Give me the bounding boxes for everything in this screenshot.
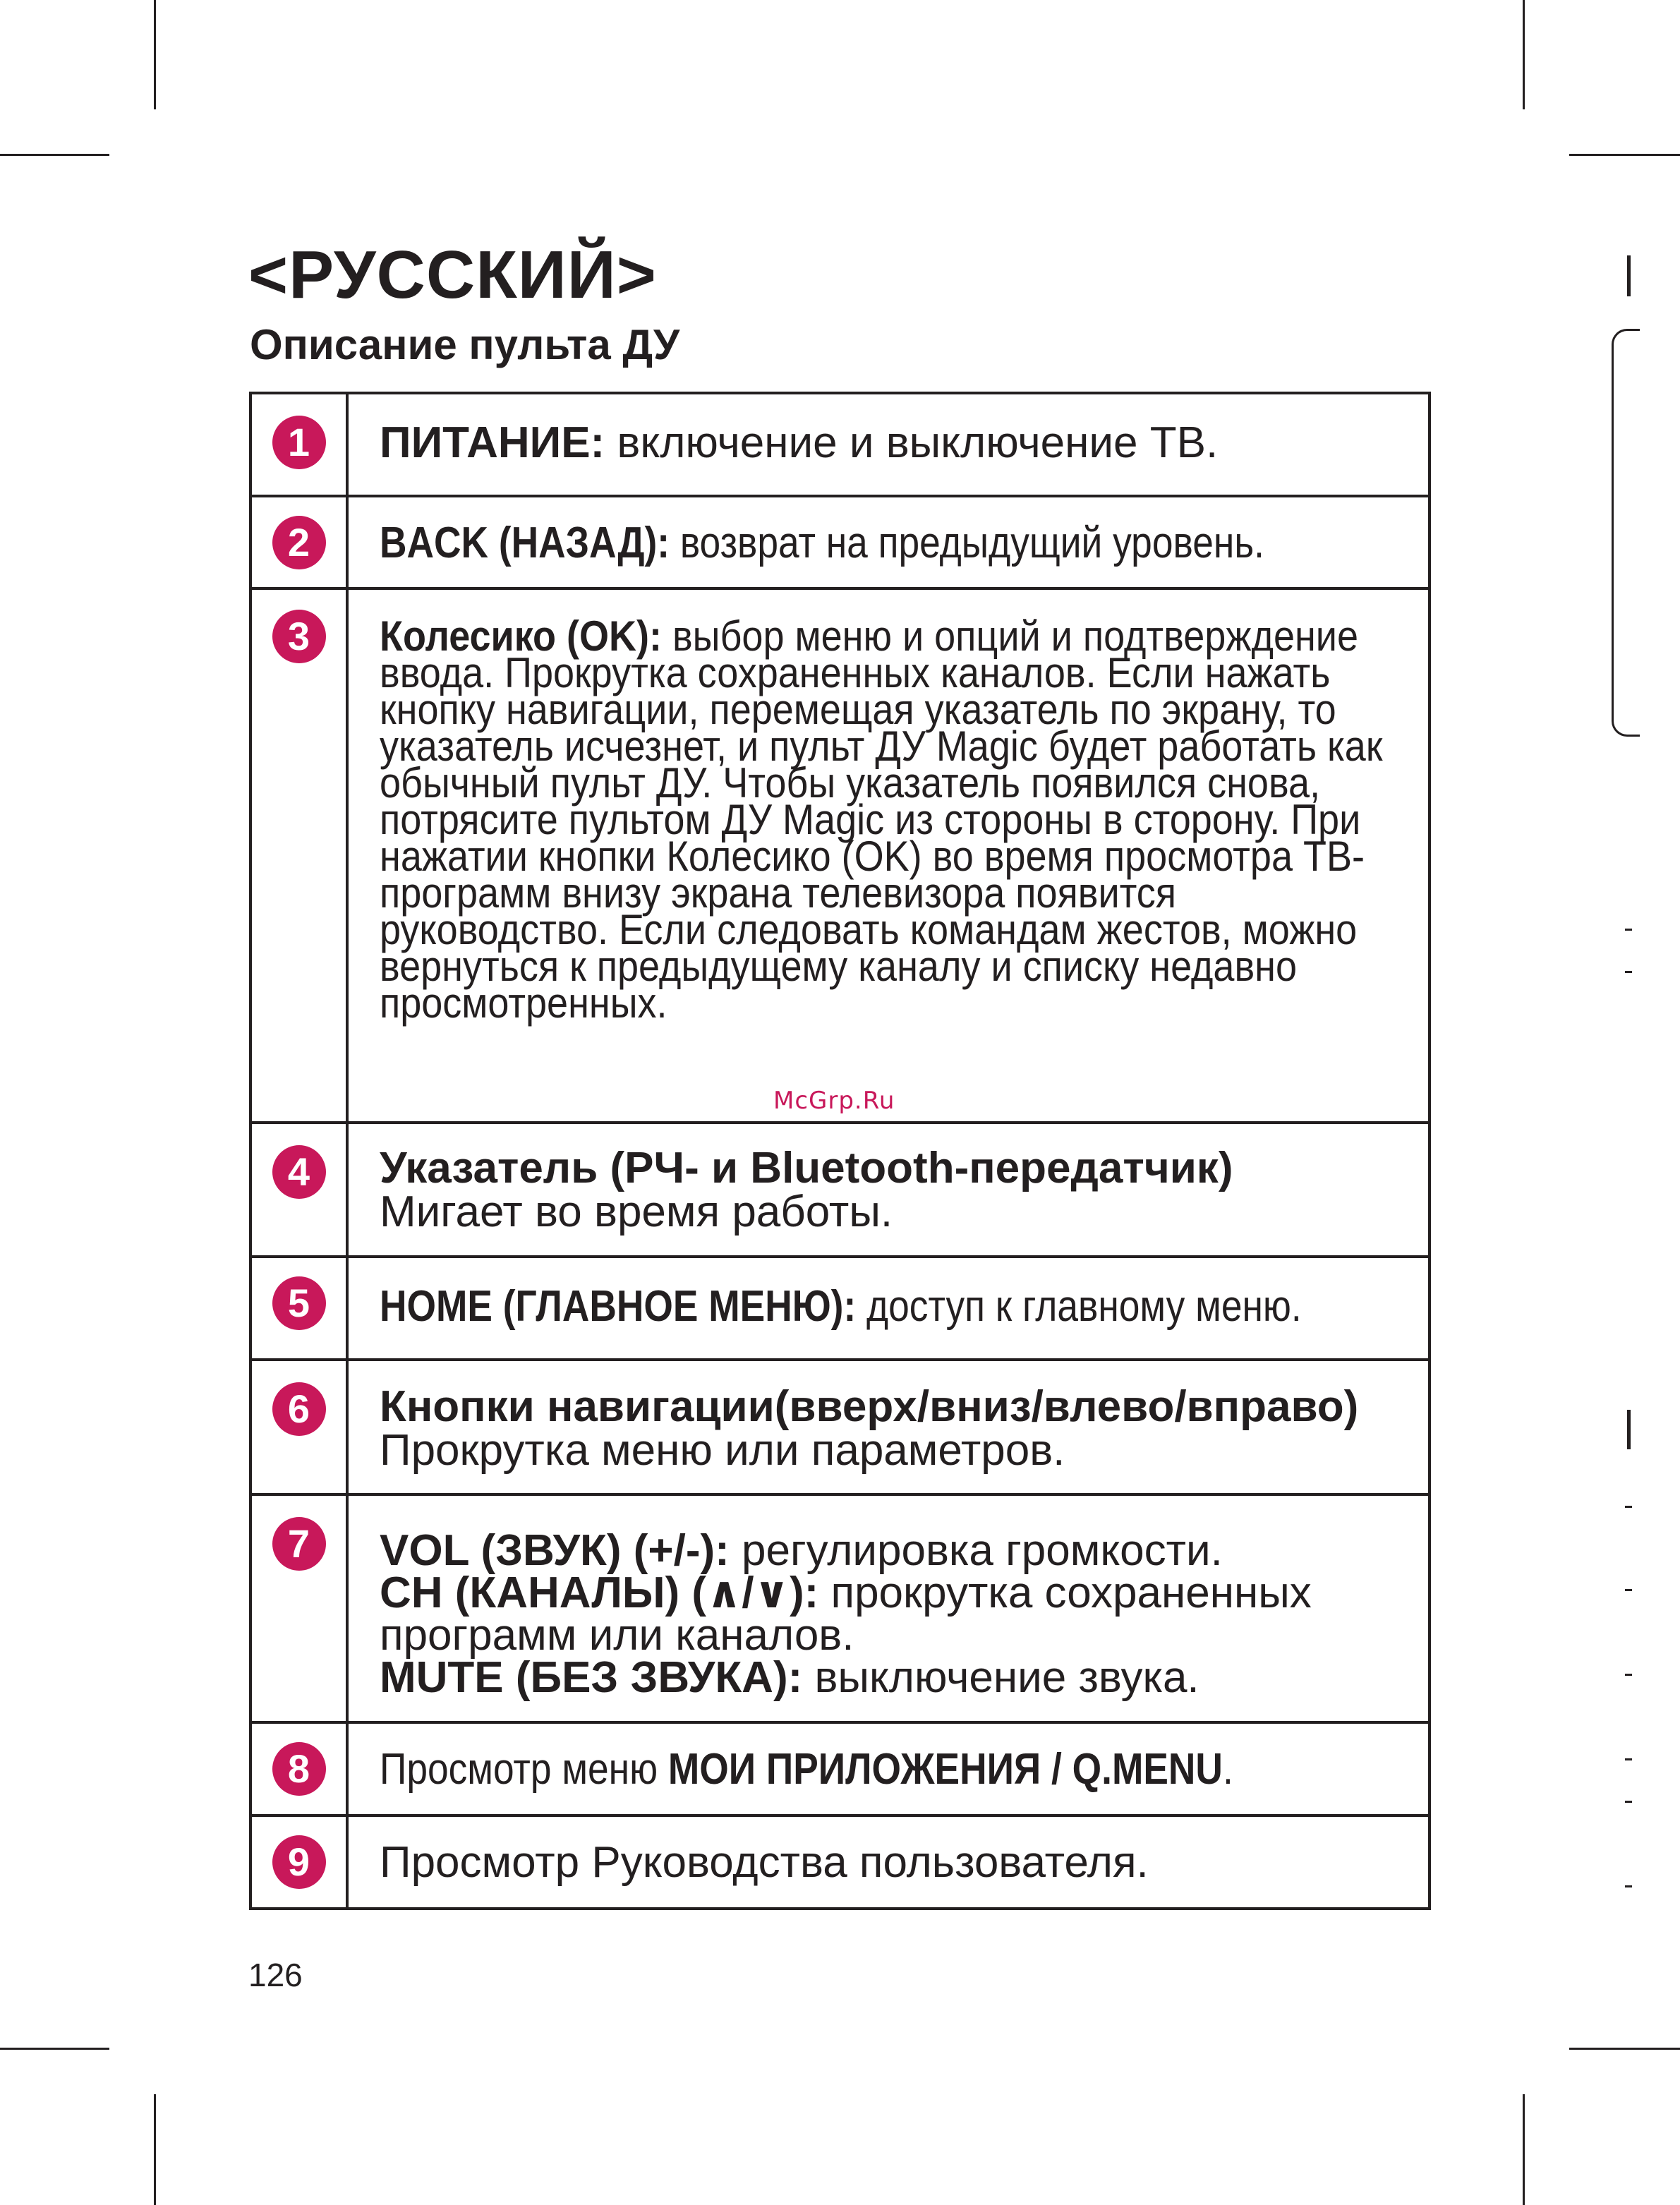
table-row [250,1360,1430,1494]
table-row [250,1816,1430,1909]
row-label: ПИТАНИЕ: [380,418,605,467]
crop-mark [1523,2094,1525,2205]
edge-dash [1625,971,1632,973]
crop-mark [1569,154,1680,156]
row-text: Просмотр Руководства пользователя. [380,1838,1149,1887]
table-row [250,1722,1430,1816]
mute-label: MUTE (БЕЗ ЗВУКА): [380,1653,803,1702]
row-text: возврат на предыдущий уровень. [669,519,1264,567]
table-row [250,393,1430,496]
row-text: доступ к главному меню. [856,1282,1302,1331]
crop-mark [154,0,156,109]
edge-dash [1625,1589,1632,1591]
row-text-end: . [1222,1745,1233,1794]
page-number: 126 [248,1957,303,1993]
row-label: МОИ ПРИЛОЖЕНИЯ / Q.MENU [667,1745,1223,1794]
table-row [250,1494,1430,1722]
row-label: Колесико (OK): [380,612,662,660]
number-badge: 3 [272,610,326,663]
edge-dash [1625,929,1632,931]
crop-mark [0,2048,109,2050]
number-badge: 2 [272,516,326,569]
remote-description-table [249,392,1431,1910]
number-badge: 1 [272,416,326,469]
row-text: включение и выключение ТВ. [605,418,1219,467]
vol-label: VOL (ЗВУК) (+/-): [380,1526,730,1575]
table-row [250,496,1430,588]
table-row [250,588,1430,1123]
table-row [250,1257,1430,1360]
vol-text: регулировка громкости. [729,1526,1223,1575]
edge-bracket [1612,329,1640,737]
row-text: Просмотр меню [380,1745,668,1794]
section-subtitle: Описание пульта ДУ [250,321,680,368]
edge-bar [1627,1410,1631,1449]
number-badge: 7 [272,1517,326,1571]
crop-mark [1523,0,1525,109]
row-label: BACK (НАЗАД): [380,519,670,567]
number-badge: 6 [272,1382,326,1436]
edge-dash [1625,1885,1632,1887]
number-badge: 8 [272,1742,326,1796]
ch-label: CH (КАНАЛЫ) (∧/∨): [380,1569,819,1617]
table-row [250,1123,1430,1257]
ch-text: прокрутка сохраненных программ или каналов. [380,1569,1312,1660]
edge-bar [1627,255,1631,296]
edge-dash [1625,1674,1632,1676]
row-text: выбор меню и опций и подтверждение ввода. Прокрутка сохраненных каналов. Если нажать кнопку навигации, перемещая указатель по экрану, то указатель исчезнет, и пульт ДУ Magic будет работать как обычный пульт ДУ. Чтобы указатель появился снова, потрясите пультом ДУ Magic из стороны в сторону. При нажатии кнопки Колесико (OK) во время просмотра ТВ-программ внизу экрана телевизора появится руководство. Если следовать командам жестов, можно вернуться к предыдущему каналу и списку недавно просмотренных. [380,612,1383,1027]
row-text: Мигает во время работы. [380,1188,893,1236]
row-text: Прокрутка меню или параметров. [380,1426,1065,1475]
number-badge: 9 [272,1835,326,1889]
row-label: HOME (ГЛАВНОЕ МЕНЮ): [380,1282,857,1331]
mute-text: выключение звука. [802,1653,1199,1702]
crop-mark [1569,2048,1680,2050]
watermark: McGrp.Ru [773,1087,895,1115]
number-badge: 5 [272,1276,326,1330]
crop-mark [154,2094,156,2205]
crop-mark [0,154,109,156]
row-label: Указатель (РЧ- и Bluetooth-передатчик) [380,1144,1233,1192]
number-badge: 4 [272,1145,326,1199]
edge-dash [1625,1506,1632,1508]
edge-dash [1625,1801,1632,1803]
page-title: <РУССКИЙ> [248,237,657,313]
edge-dash [1625,1758,1632,1760]
row-label: Кнопки навигации(вверх/вниз/влево/вправо) [380,1382,1359,1431]
